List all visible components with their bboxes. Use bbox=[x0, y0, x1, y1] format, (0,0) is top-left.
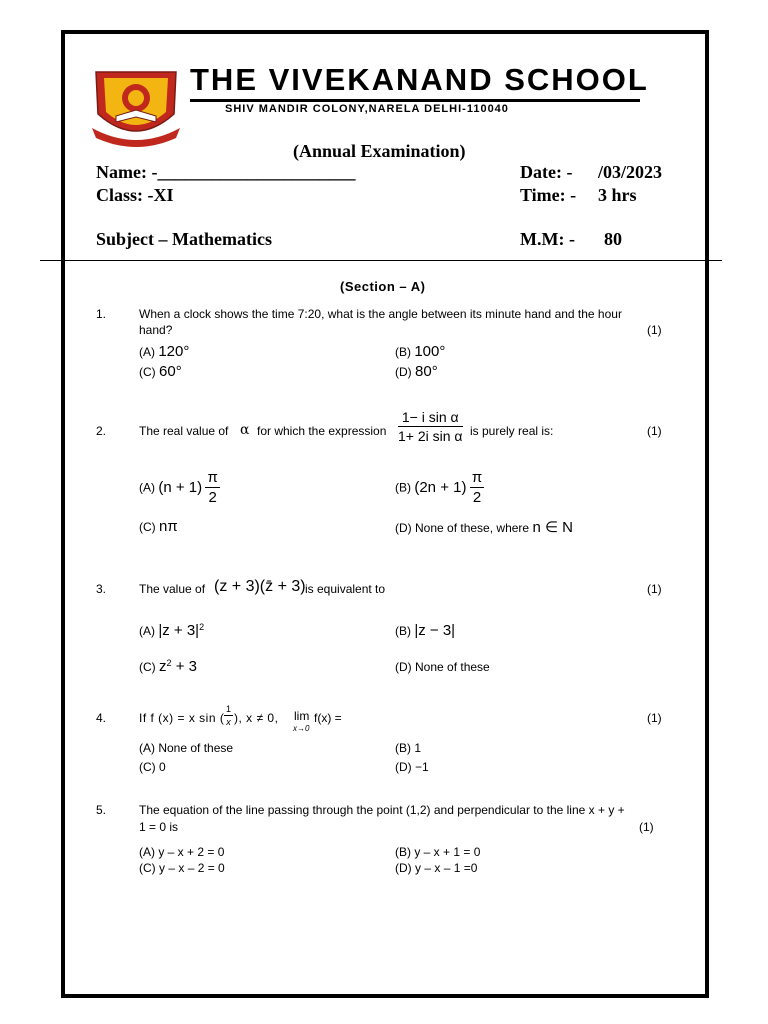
question-text: The equation of the line passing through the point (1,2) and perpendicular to the line x + y + bbox=[139, 803, 625, 817]
question-marks: (1) bbox=[647, 424, 662, 438]
question-text: ), x ≠ 0, bbox=[234, 711, 279, 725]
question-number: 4. bbox=[96, 711, 107, 725]
alpha-symbol: α bbox=[240, 422, 250, 438]
name-label: Name: -______________________ bbox=[96, 162, 356, 182]
question-text: The real value of bbox=[139, 424, 229, 438]
option-b: (B) 1 bbox=[395, 741, 422, 755]
option-c: (C) 60° bbox=[139, 363, 182, 380]
fraction-denominator: 1+ 2i sin α bbox=[398, 428, 463, 444]
question-text: f(x) = bbox=[314, 711, 342, 725]
option-a: (A) (n + 1) $\frac{\pi}{2}$ bbox=[139, 469, 218, 506]
question-marks: (1) bbox=[647, 711, 662, 725]
subject-label: Subject – Mathematics bbox=[96, 229, 272, 249]
date-label: Date: - bbox=[520, 162, 573, 182]
question-text: When a clock shows the time 7:20, what is the angle between its minute hand and the hour bbox=[139, 307, 622, 321]
fraction-numerator: 1− i sin α bbox=[398, 409, 463, 427]
option-d: (D) 80° bbox=[395, 363, 438, 380]
school-logo bbox=[90, 64, 182, 150]
school-name-underline bbox=[190, 99, 640, 102]
question-number: 2. bbox=[96, 424, 107, 438]
option-a: (A) y – x + 2 = 0 bbox=[139, 845, 225, 859]
question-expression: (z + 3)(z̄ + 3) bbox=[214, 578, 306, 595]
header-divider bbox=[40, 260, 722, 261]
section-title: (Section – A) bbox=[340, 279, 426, 294]
question-text: 1 = 0 is bbox=[139, 820, 179, 834]
limit-operator: lim bbox=[294, 709, 310, 723]
option-c: (C) y – x – 2 = 0 bbox=[139, 861, 225, 875]
date-value: /03/2023 bbox=[598, 162, 663, 182]
option-a: (A) 120° bbox=[139, 343, 190, 360]
question-marks: (1) bbox=[647, 582, 662, 596]
school-address: SHIV MANDIR COLONY,NARELA DELHI-110040 bbox=[225, 103, 509, 115]
option-c: (C) nπ bbox=[139, 518, 178, 535]
question-marks: (1) bbox=[639, 820, 654, 834]
question-text: is equivalent to bbox=[305, 582, 386, 596]
question-marks: (1) bbox=[647, 323, 662, 337]
time-value: 3 hrs bbox=[598, 185, 637, 205]
class-label: Class: -XI bbox=[96, 185, 174, 205]
question-text: for which the expression bbox=[257, 424, 387, 438]
option-d: (D) None of these bbox=[395, 660, 490, 674]
expression-fraction bbox=[398, 409, 463, 444]
option-b: (B) y – x + 1 = 0 bbox=[395, 845, 481, 859]
question-number: 5. bbox=[96, 803, 107, 817]
option-d: (D) −1 bbox=[395, 760, 429, 774]
time-label: Time: - bbox=[520, 185, 577, 205]
question-text: hand? bbox=[139, 323, 173, 337]
inline-fraction: $\frac{1}{x}$ bbox=[226, 704, 232, 727]
school-name: THE VIVEKANAND SCHOOL bbox=[190, 62, 649, 97]
option-a: (A) $|z + 3|^2$ bbox=[139, 622, 205, 639]
question-number: 1. bbox=[96, 307, 107, 321]
max-marks-value: 80 bbox=[604, 229, 622, 249]
max-marks-label: M.M: - bbox=[520, 229, 575, 249]
option-a: (A) None of these bbox=[139, 741, 234, 755]
option-b: (B) (2n + 1) $\frac{\pi}{2}$ bbox=[395, 469, 483, 506]
limit-subscript: x→0 bbox=[293, 724, 310, 733]
option-c: (C) 0 bbox=[139, 760, 166, 774]
option-b: (B) 100° bbox=[395, 343, 446, 360]
option-d: (D) y – x – 1 =0 bbox=[395, 861, 478, 875]
question-text: The value of bbox=[139, 582, 206, 596]
question-text: is purely real is: bbox=[470, 424, 554, 438]
option-c: (C) $z^2 + 3$ bbox=[139, 658, 197, 675]
question-text: If f (x) = x sin ( bbox=[139, 711, 225, 725]
exam-title: (Annual Examination) bbox=[293, 141, 466, 161]
question-number: 3. bbox=[96, 582, 107, 596]
option-d: (D) None of these, where n ∈ N bbox=[395, 519, 574, 536]
option-b: (B) |z − 3| bbox=[395, 622, 456, 639]
